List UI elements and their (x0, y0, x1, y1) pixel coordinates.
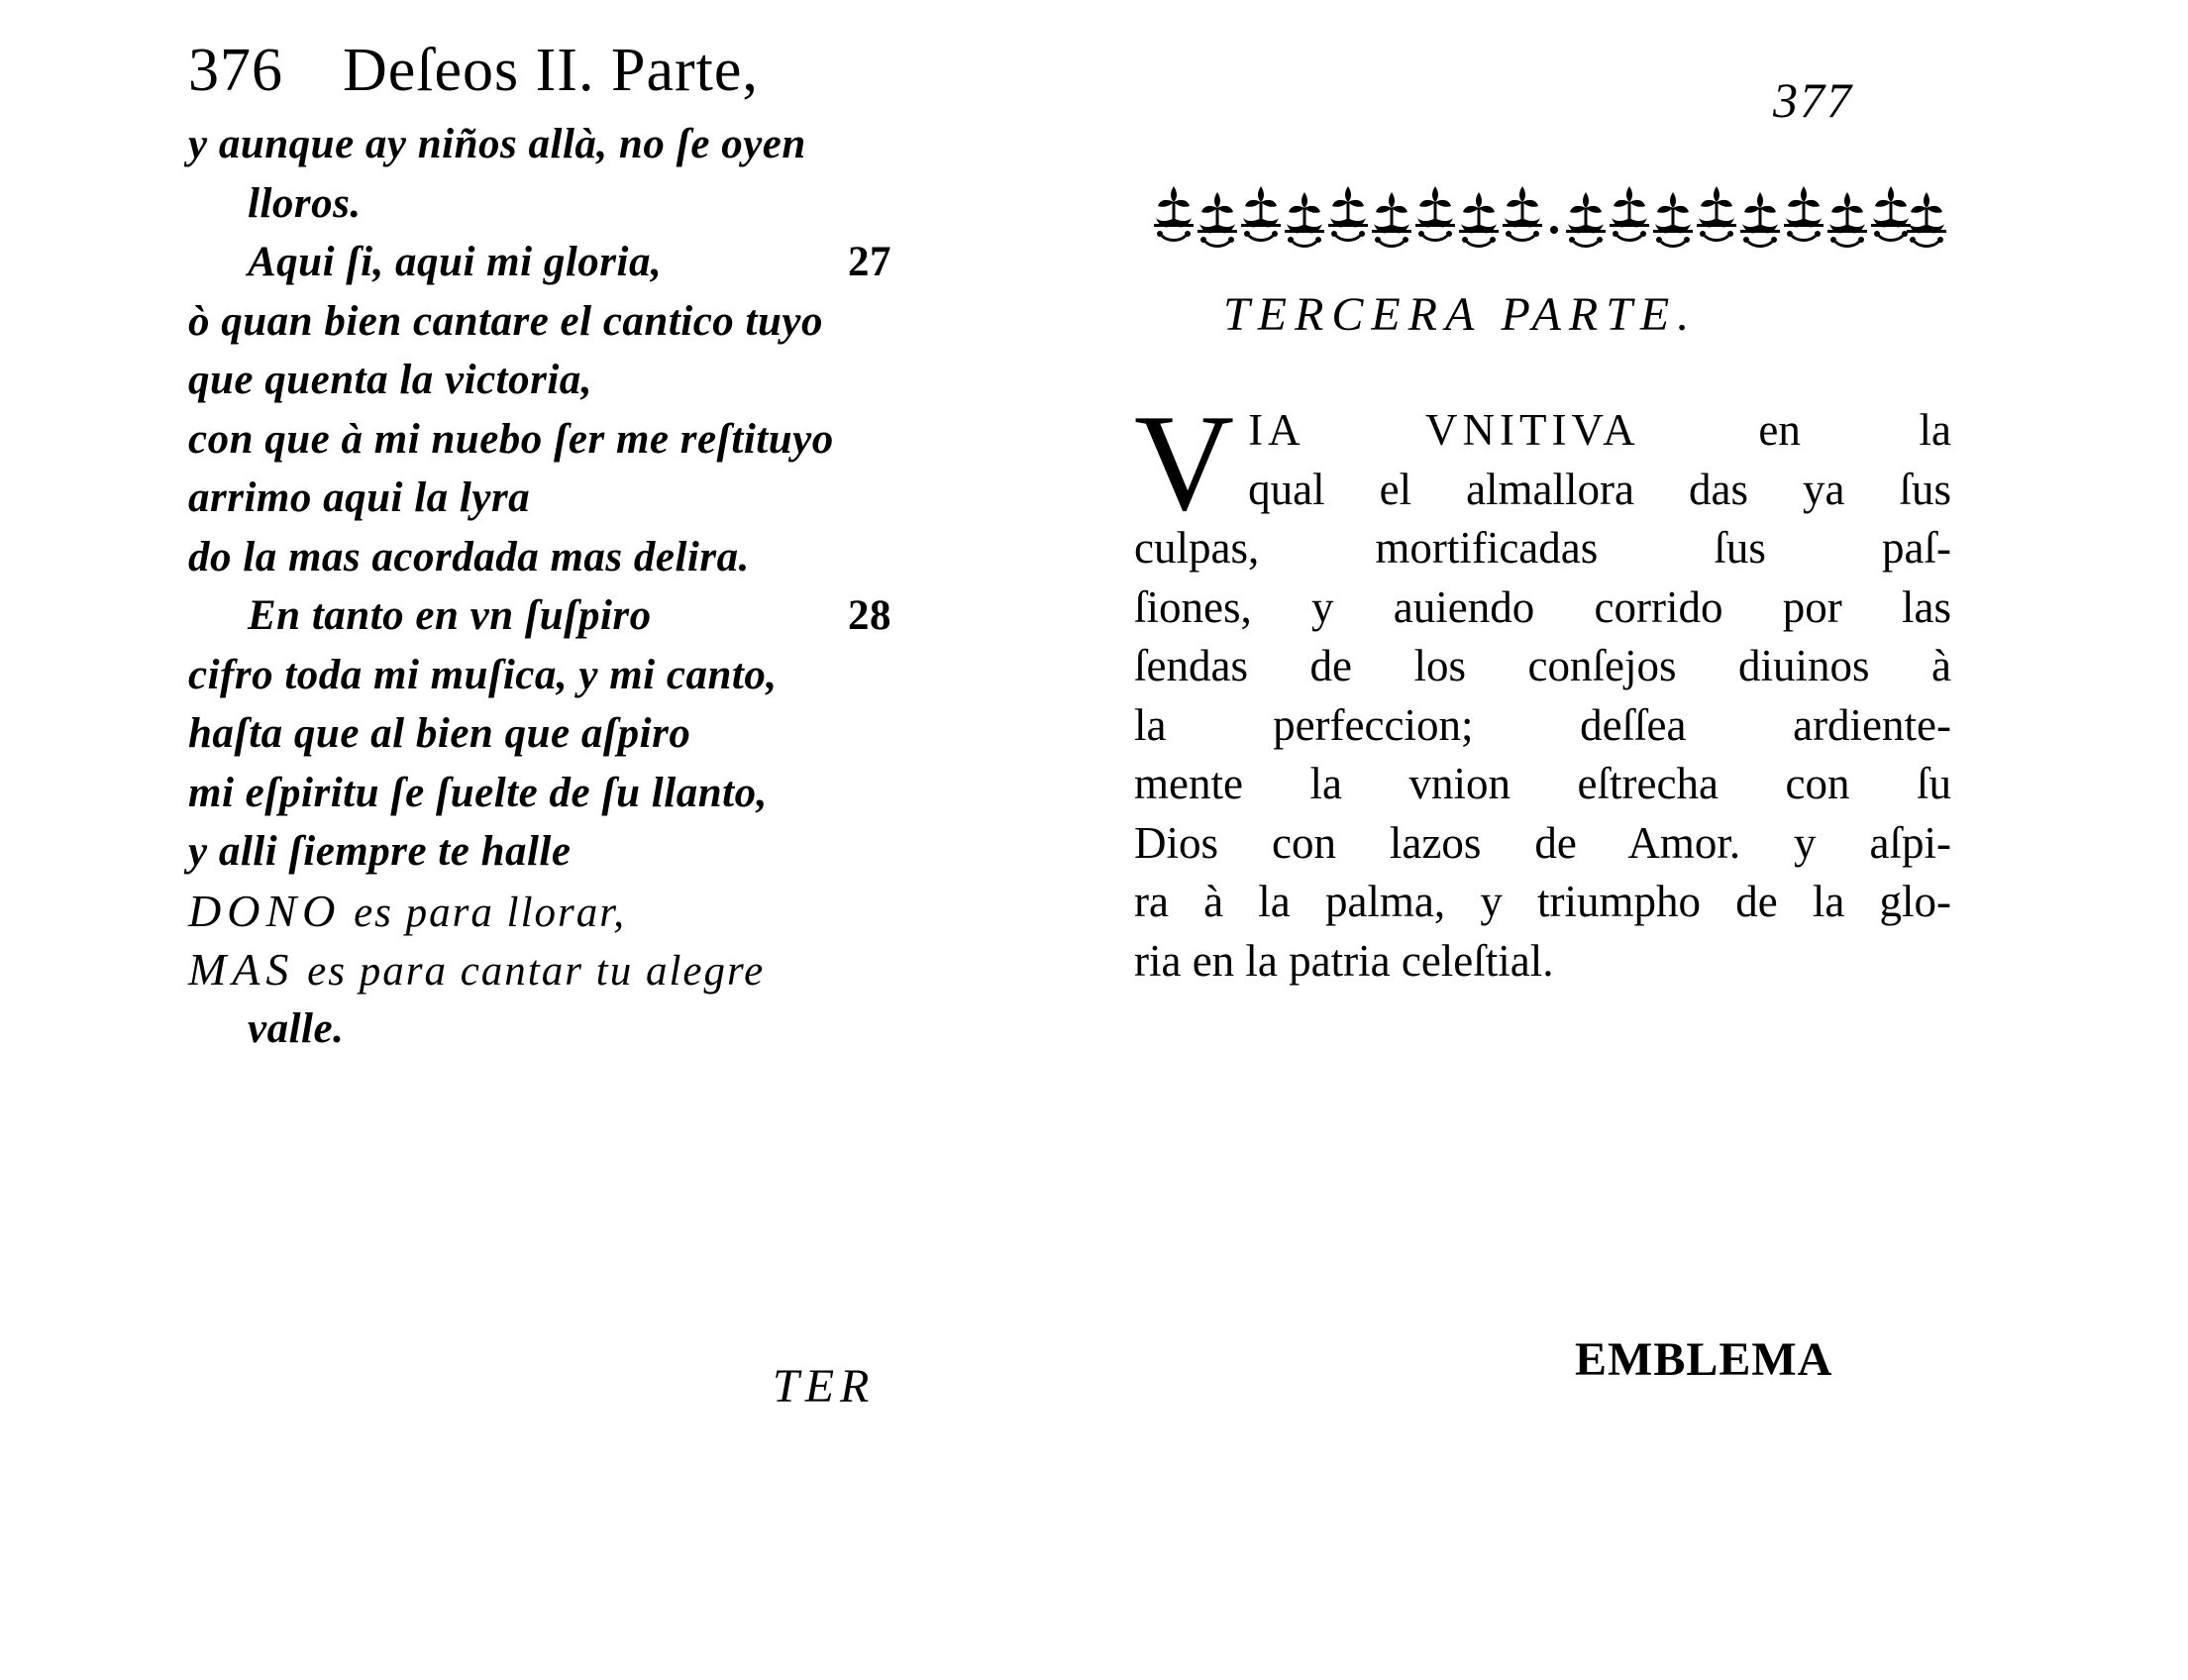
body-line: ſiones, y auiendo corrido por las (1134, 581, 1951, 632)
verse-line-text: ò quan bien cantare el cantico tuyo (188, 297, 823, 345)
opening-caps: IA VNITIVA (1248, 405, 1640, 455)
verse-line (188, 233, 901, 292)
verse-line-text: y aunque ay niños allà, no ſe oyen (188, 121, 806, 167)
verse-line (188, 292, 901, 352)
verse-line-text: Aqui ſi, aqui mi gloria, (248, 239, 663, 285)
verse-line-text: con que à mi nuebo ſer me reſtituyo (188, 415, 834, 463)
verse-line-text: lloros. (248, 179, 362, 227)
body-paragraph (1134, 386, 1952, 991)
body-line-text: en la (1758, 405, 1952, 455)
verse-line (188, 704, 901, 764)
verse-line (188, 646, 901, 705)
verse-line-text: y alli ſiempre te halle (188, 828, 572, 875)
body-line: la perfeccion; deſſea ardiente- (1134, 699, 1951, 750)
verse-line (188, 115, 901, 174)
verse-line-text: haſta que al bien que aſpiro (188, 710, 691, 757)
body-line (1134, 401, 1951, 461)
verse-line-text: valle. (248, 1004, 345, 1052)
verse-line (188, 174, 901, 234)
fleuron-ornament-icon (1154, 178, 1946, 248)
body-line: qual el almallora das ya ſus (1248, 464, 1951, 514)
right-page-number: 377 (1773, 72, 1853, 128)
closing-caps: DONO (188, 885, 342, 936)
verse-line-text: cifro toda mi muſica, y mi canto, (188, 651, 778, 698)
body-line: mente la vnion eſtrecha con ſu (1134, 759, 1951, 808)
verse-line-text: arrimo aqui la lyra (188, 474, 531, 521)
verse-line-closing (188, 940, 901, 999)
left-page-number: 376 (188, 37, 283, 104)
body-line: ra à la palma, y triumpho de la glo- (1134, 877, 1951, 926)
verse-line (188, 764, 901, 823)
verse-line (188, 586, 901, 646)
body-line: ſendas de los conſejos diuinos à (1134, 641, 1951, 690)
stanza-number: 27 (848, 239, 891, 285)
verse-line-text: que quenta la victoria, (188, 357, 593, 403)
verse-line (188, 822, 901, 882)
right-page (1094, 0, 2188, 1680)
body-line: ria en la patria celeſtial. (1134, 935, 1554, 986)
body-line: culpas, mortificadas ſus paſ- (1134, 523, 1951, 573)
verse-line (188, 410, 901, 470)
closing-caps: MAS (188, 944, 295, 995)
verse-line (188, 528, 901, 587)
closing-text: es para cantar tu alegre (294, 948, 766, 995)
poem-verse (188, 115, 901, 1058)
verse-line-text: mi eſpiritu ſe ſuelte de ſu llanto, (188, 769, 768, 816)
verse-line (188, 999, 901, 1059)
verse-line (188, 469, 901, 528)
catchword-right: EMBLEMA (1575, 1333, 1833, 1386)
catchword-left: TER (773, 1360, 876, 1413)
verse-line-text: En tanto en vn ſuſpiro (248, 592, 652, 639)
verse-line-text: do la mas acordada mas delira. (188, 533, 750, 580)
verse-line-closing (188, 882, 901, 941)
drop-cap: V (1134, 386, 1235, 540)
section-title: TERCERA PARTE. (1223, 288, 1698, 341)
body-line: Dios con lazos de Amor. y aſpi- (1134, 817, 1951, 868)
stanza-number: 28 (848, 592, 891, 639)
running-head (188, 36, 759, 105)
running-title: Deſeos II. Parte, (343, 37, 759, 104)
closing-text: es para llorar, (341, 889, 626, 936)
verse-line (188, 351, 901, 410)
